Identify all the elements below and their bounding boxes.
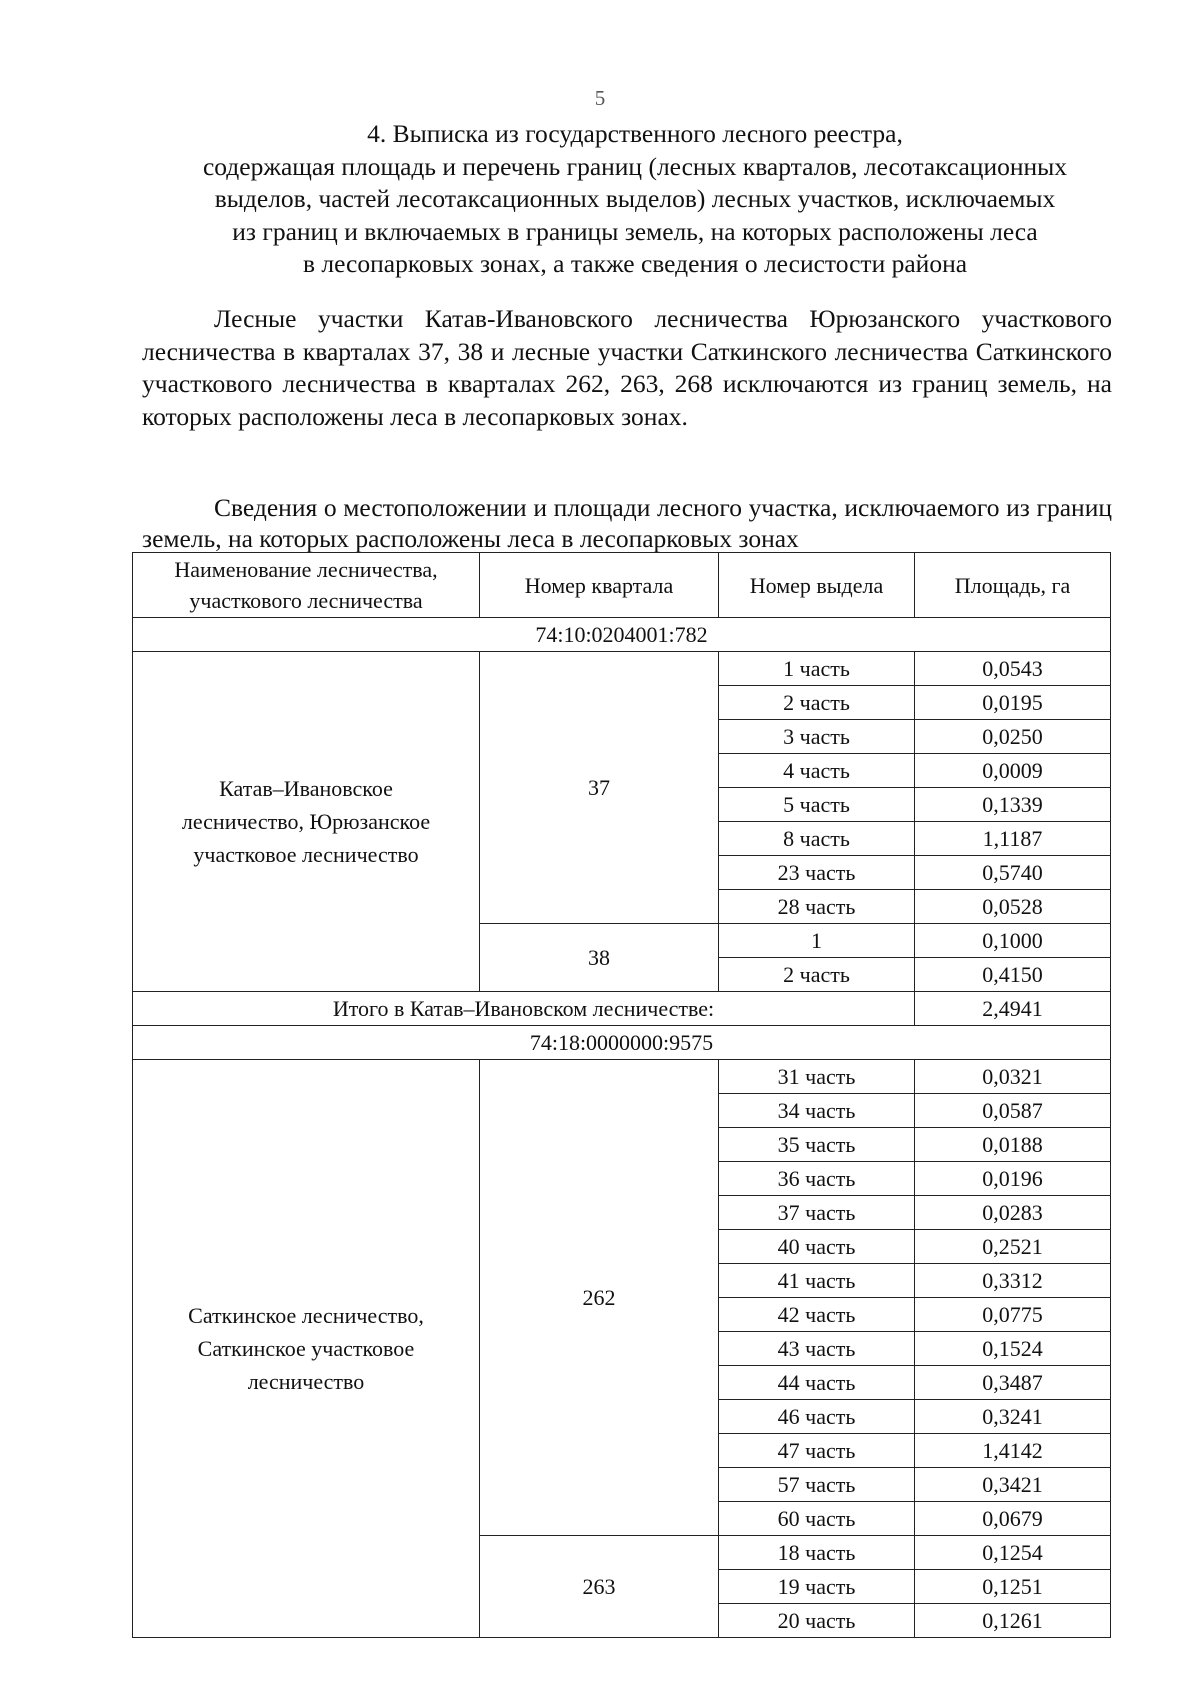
header-forestry-line: участкового лесничества [189, 588, 423, 613]
quarter-number: 38 [480, 924, 719, 992]
heading-line: содержащая площадь и перечень границ (лесных кварталов, лесотаксационных [202, 151, 1068, 181]
area-value: 0,1251 [915, 1570, 1111, 1604]
area-value: 0,3312 [915, 1264, 1111, 1298]
allotment-number: 1 [719, 924, 915, 958]
area-value: 0,0196 [915, 1162, 1111, 1196]
total-value: 2,4941 [915, 992, 1111, 1026]
allotment-number: 20 часть [719, 1604, 915, 1638]
allotment-number: 18 часть [719, 1536, 915, 1570]
area-value: 0,5740 [915, 856, 1111, 890]
cadastral-number: 74:18:0000000:9575 [133, 1026, 1111, 1060]
table-caption: Сведения о местоположении и площади лесного участка, исключаемого из границ земель, на которых расположены леса в лесопарковых зонах [142, 493, 1112, 553]
area-value: 0,0283 [915, 1196, 1111, 1230]
header-allotment: Номер выдела [719, 553, 915, 618]
forestry-name-line: Катав–Ивановское [219, 776, 393, 801]
area-value: 0,2521 [915, 1230, 1111, 1264]
area-value: 0,1254 [915, 1536, 1111, 1570]
forest-plots-table [132, 552, 1111, 1638]
allotment-number: 37 часть [719, 1196, 915, 1230]
area-value: 0,4150 [915, 958, 1111, 992]
forestry-name-line: Саткинское лесничество, [188, 1303, 424, 1328]
allotment-number: 2 часть [719, 958, 915, 992]
allotment-number: 4 часть [719, 754, 915, 788]
table-row [133, 652, 1111, 686]
allotment-number: 43 часть [719, 1332, 915, 1366]
allotment-number: 34 часть [719, 1094, 915, 1128]
quarter-number: 263 [480, 1536, 719, 1638]
area-value: 0,1339 [915, 788, 1111, 822]
heading-line: 4. Выписка из государственного лесного реестра, [367, 119, 903, 148]
allotment-number: 41 часть [719, 1264, 915, 1298]
body-paragraph: Лесные участки Катав-Ивановского лесничества Юрюзанского участкового лесничества в кварталах 37, 38 и лесные участки Саткинского лесничества Саткинского участкового лесничества в кварталах 262, 263, 268 исключаются из границ земель, на которых расположены леса в лесопарковых зонах. [142, 304, 1112, 431]
area-value: 0,0250 [915, 720, 1111, 754]
allotment-number: 35 часть [719, 1128, 915, 1162]
area-value: 0,1261 [915, 1604, 1111, 1638]
header-forestry-name [133, 553, 480, 618]
cadastral-number-row [133, 618, 1111, 652]
allotment-number: 47 часть [719, 1434, 915, 1468]
area-value: 0,0679 [915, 1502, 1111, 1536]
area-value: 0,3421 [915, 1468, 1111, 1502]
forestry-name-line: участковое лесничество [193, 842, 419, 867]
area-value: 0,0775 [915, 1298, 1111, 1332]
area-value: 1,1187 [915, 822, 1111, 856]
area-value: 0,0009 [915, 754, 1111, 788]
allotment-number: 36 часть [719, 1162, 915, 1196]
allotment-number: 2 часть [719, 686, 915, 720]
allotment-number: 31 часть [719, 1060, 915, 1094]
area-value: 0,1000 [915, 924, 1111, 958]
allotment-number: 8 часть [719, 822, 915, 856]
area-value: 0,0528 [915, 890, 1111, 924]
header-forestry-line: Наименование лесничества, [174, 557, 438, 582]
forestry-name-line: лесничество, Юрюзанское [181, 809, 431, 834]
allotment-number: 42 часть [719, 1298, 915, 1332]
forestry-name-cell [133, 1060, 480, 1638]
total-label: Итого в Катав–Ивановском лесничестве: [133, 992, 915, 1026]
document-heading [140, 118, 1130, 281]
header-area: Площадь, га [915, 553, 1111, 618]
header-quarter: Номер квартала [480, 553, 719, 618]
forestry-name-line: лесничество [247, 1369, 365, 1394]
forestry-name-cell [133, 652, 480, 992]
area-value: 0,0587 [915, 1094, 1111, 1128]
allotment-number: 5 часть [719, 788, 915, 822]
page-number: 5 [594, 86, 606, 110]
allotment-number: 57 часть [719, 1468, 915, 1502]
total-row [133, 992, 1111, 1026]
area-value: 0,0321 [915, 1060, 1111, 1094]
quarter-number: 262 [480, 1060, 719, 1536]
cadastral-number-row [133, 1026, 1111, 1060]
allotment-number: 28 часть [719, 890, 915, 924]
heading-line: выделов, частей лесотаксационных выделов) лесных участков, исключаемых [214, 184, 1056, 213]
heading-line: из границ и включаемых в границы земель, на которых расположены леса [232, 216, 1038, 246]
allotment-number: 23 часть [719, 856, 915, 890]
quarter-number: 37 [480, 652, 719, 924]
allotment-number: 44 часть [719, 1366, 915, 1400]
allotment-number: 46 часть [719, 1400, 915, 1434]
allotment-number: 3 часть [719, 720, 915, 754]
allotment-number: 19 часть [719, 1570, 915, 1604]
area-value: 1,4142 [915, 1434, 1111, 1468]
heading-line: в лесопарковых зонах, а также сведения о лесистости района [302, 249, 968, 278]
allotment-number: 60 часть [719, 1502, 915, 1536]
forestry-name-line: Саткинское участковое [197, 1336, 415, 1361]
table-header-row [133, 553, 1111, 618]
area-value: 0,0188 [915, 1128, 1111, 1162]
area-value: 0,3241 [915, 1400, 1111, 1434]
allotment-number: 40 часть [719, 1230, 915, 1264]
allotment-number: 1 часть [719, 652, 915, 686]
cadastral-number: 74:10:0204001:782 [133, 618, 1111, 652]
area-value: 0,0543 [915, 652, 1111, 686]
area-value: 0,0195 [915, 686, 1111, 720]
area-value: 0,3487 [915, 1366, 1111, 1400]
table-row [133, 1060, 1111, 1094]
area-value: 0,1524 [915, 1332, 1111, 1366]
